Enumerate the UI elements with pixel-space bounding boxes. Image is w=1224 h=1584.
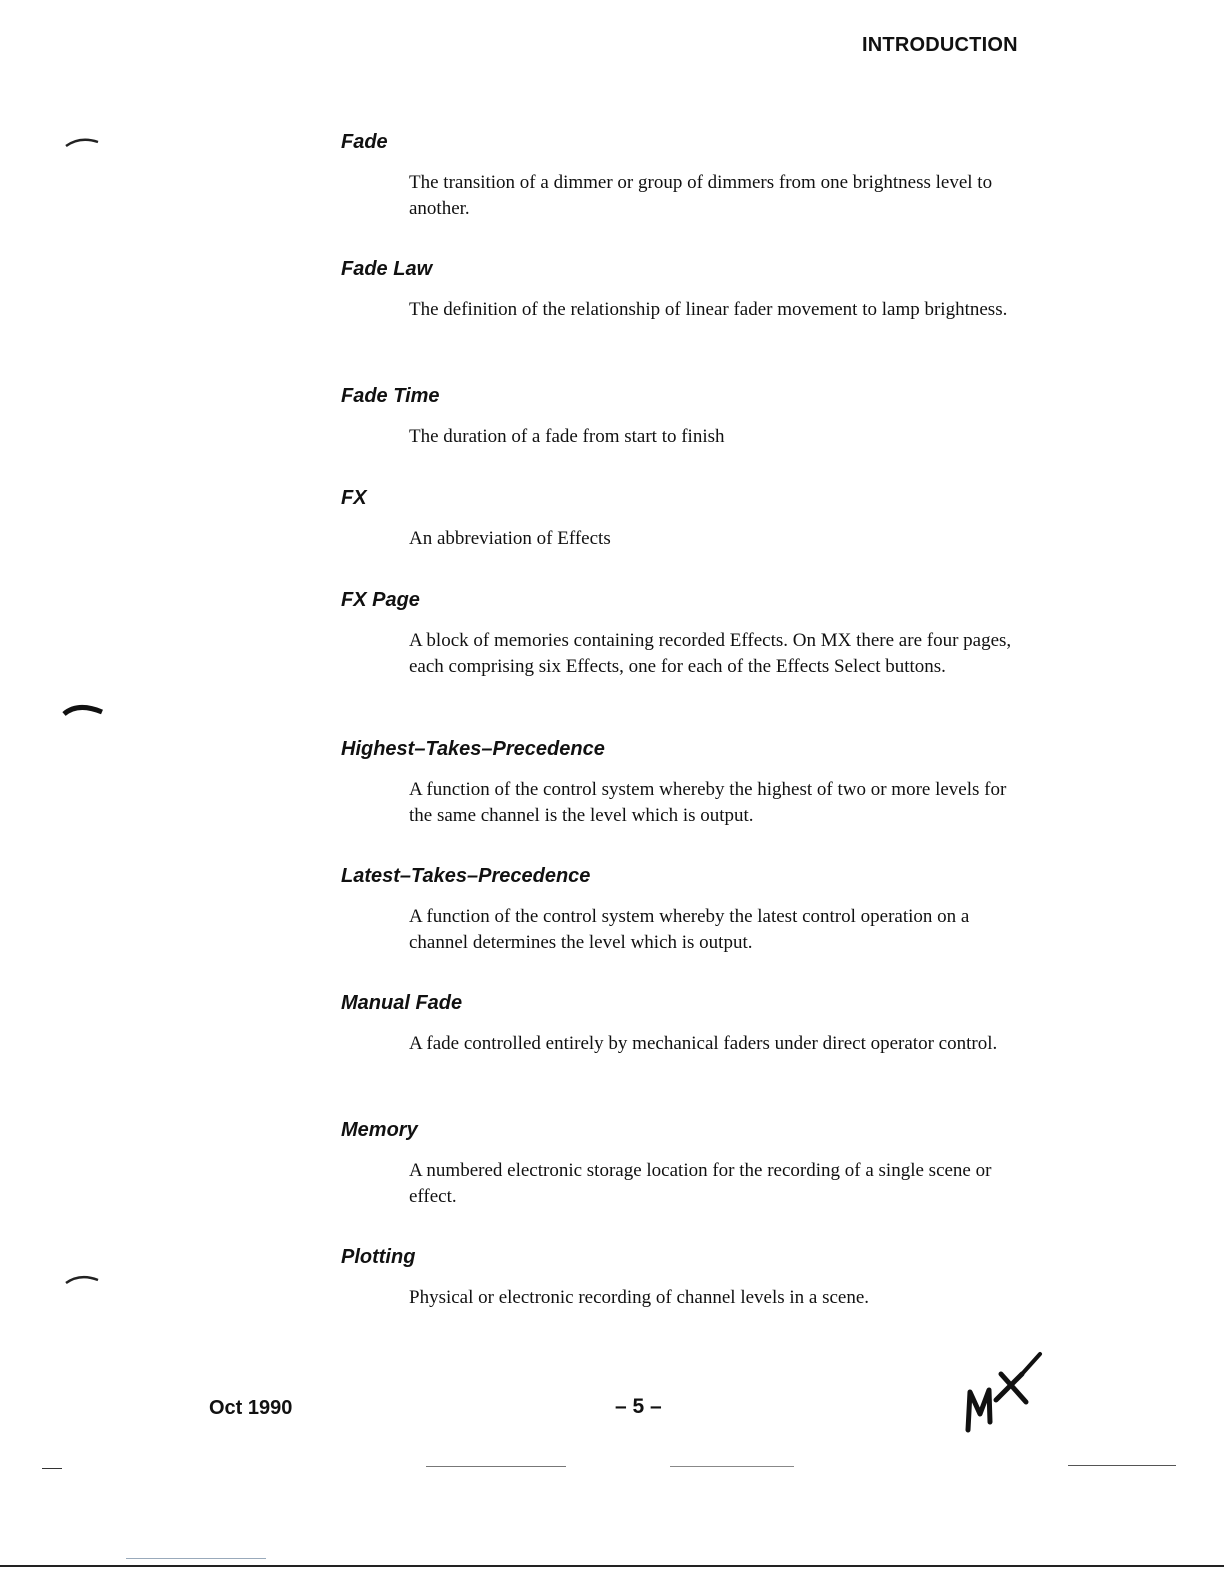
entry-definition: A fade controlled entirely by mechanical faders under direct operator control. (409, 1033, 998, 1054)
entry-term: FX (341, 487, 367, 509)
scan-artifact-line (1068, 1465, 1176, 1466)
entry-term: Manual Fade (341, 992, 463, 1014)
scan-artifact-line (42, 1468, 62, 1469)
scan-edge-line (0, 1565, 1224, 1567)
page-number: – 5 – (615, 1395, 662, 1418)
footer-date: Oct 1990 (209, 1397, 293, 1419)
entry-term: Fade Law (341, 258, 433, 280)
entry-definition: Physical or electronic recording of channel levels in a scene. (409, 1287, 870, 1308)
entry-definition: The duration of a fade from start to finish (409, 426, 725, 447)
entry-term: Highest–Takes–Precedence (341, 738, 605, 760)
entry-definition: A block of memories containing recorded Effects. On MX there are four pages, each comprising six Effects, one for each of the Effects Select buttons. (409, 630, 1012, 677)
entry-term: Latest–Takes–Precedence (341, 865, 591, 887)
glossary-entry (341, 737, 1041, 829)
entry-definition: A numbered electronic storage location for the recording of a single scene or effect. (409, 1160, 992, 1207)
entry-term: Fade Time (341, 385, 440, 407)
entry-term: Plotting (341, 1246, 416, 1268)
mx-logo (956, 1350, 1046, 1436)
glossary-entry (341, 130, 1041, 222)
glossary-entry (341, 991, 1041, 1057)
scan-artifact-line (426, 1466, 566, 1467)
entry-definition: An abbreviation of Effects (409, 528, 611, 549)
glossary-entry (341, 864, 1041, 956)
entry-term: FX Page (341, 589, 420, 611)
glossary-entry (341, 384, 1041, 450)
section-header: INTRODUCTION (862, 34, 1018, 56)
scan-artifact-line (126, 1558, 266, 1559)
glossary-entry (341, 486, 1041, 552)
glossary-entry (341, 588, 1041, 680)
scan-artifact-line (670, 1466, 794, 1467)
binder-mark-icon (62, 700, 104, 720)
glossary-entry (341, 1118, 1041, 1210)
binder-mark-icon (64, 134, 100, 150)
glossary-entry (341, 257, 1041, 323)
entry-definition: A function of the control system whereby the highest of two or more levels for the same channel is the level which is output. (409, 779, 1007, 826)
entry-definition: A function of the control system whereby the latest control operation on a channel determines the level which is output. (409, 906, 970, 953)
entry-definition: The transition of a dimmer or group of dimmers from one brightness level to another. (409, 172, 993, 219)
binder-mark-icon (64, 1271, 100, 1287)
glossary-entry (341, 1245, 1041, 1311)
entry-term: Fade (341, 131, 388, 153)
entry-definition: The definition of the relationship of linear fader movement to lamp brightness. (409, 299, 1008, 320)
entry-term: Memory (341, 1119, 418, 1141)
